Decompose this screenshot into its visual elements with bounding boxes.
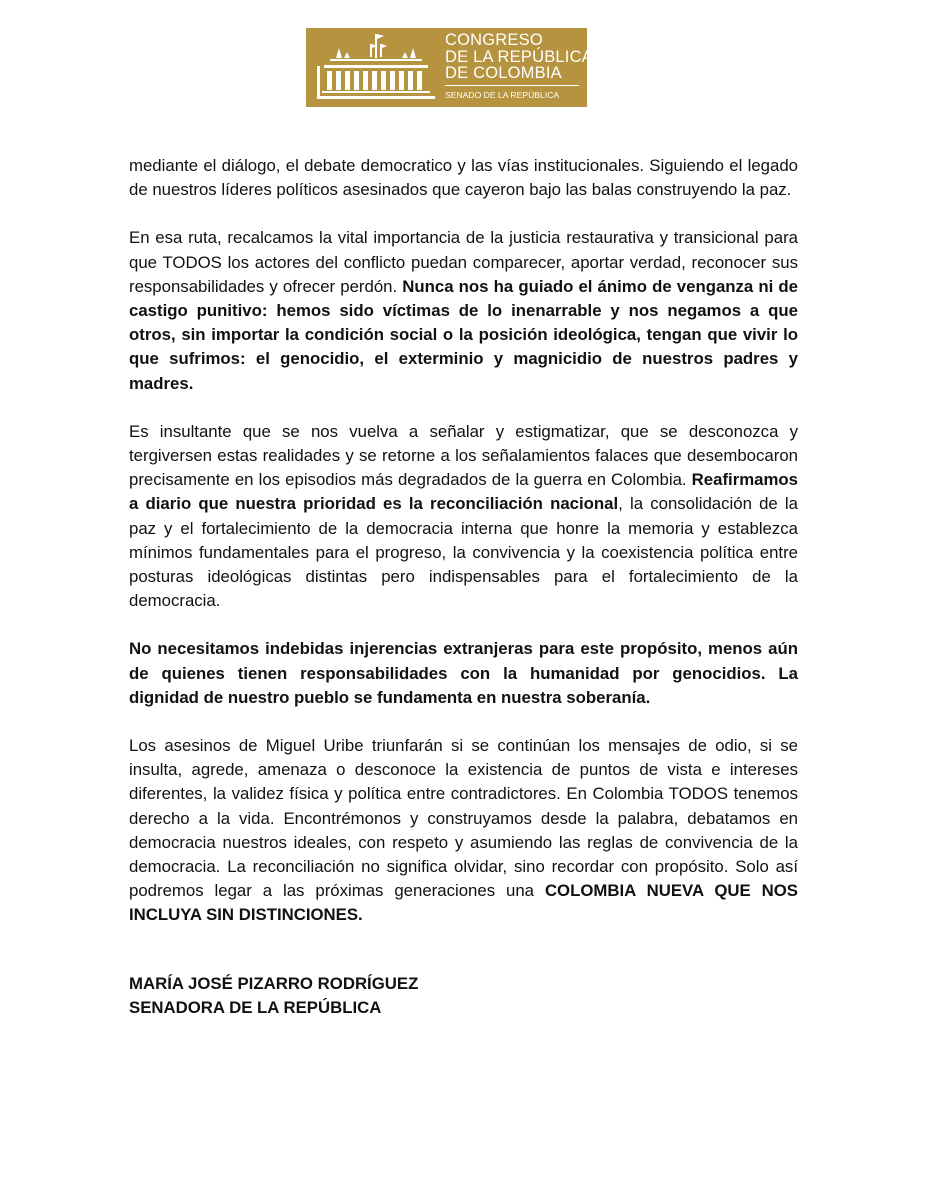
logo-divider xyxy=(445,85,579,87)
paragraph-5 xyxy=(129,734,798,928)
paragraph-3-emphasis: Reafirmamos a diario que nuestra prioridad es la reconciliación nacional xyxy=(129,470,798,514)
paragraph-2-text: En esa ruta, recalcamos la vital importancia de la justicia restaurativa y transicional para que TODOS los actores del conflicto puedan comparecer, aportar verdad, reconocer sus responsabilidades y ofrecer perdón. xyxy=(129,228,798,296)
logo-text xyxy=(445,31,593,100)
signature-name: MARÍA JOSÉ PIZARRO RODRÍGUEZ xyxy=(129,974,419,993)
paragraph-5-emphasis: COLOMBIA NUEVA QUE NOS INCLUYA SIN DISTINCIONES. xyxy=(129,881,798,925)
paragraph-4 xyxy=(129,637,798,710)
paragraph-5-text: Los asesinos de Miguel Uribe triunfarán si se continúan los mensajes de odio, si se insulta, agrede, amenaza o desconoce la existencia de puntos de vista e intereses diferentes, la validez física y política entre contradictores. En Colombia TODOS tenemos derecho a la vida. Encontrémonos y construyamos desde la palabra, debatamos en democracia nuestros ideales, con respeto y asumiendo las reglas de convivencia de la democracia. La reconciliación no significa olvidar, sino recordar con propósito. Solo así podremos legar a las próximas generaciones una xyxy=(129,736,798,901)
signature-block xyxy=(129,972,418,1020)
logo-subline: SENADO DE LA REPÚBLICA xyxy=(445,90,560,100)
paragraph-3-text: Es insultante que se nos vuelva a señalar y estigmatizar, que se desconozca y tergiversen estas realidades y se retorne a los señalamientos falaces que desembocaron precisamente en los episodios más degradados de la guerra en Colombia. xyxy=(129,421,798,490)
congress-logo xyxy=(306,28,593,107)
logo-line-colombia: DE COLOMBIA xyxy=(445,64,562,82)
capitol-building-icon xyxy=(306,28,445,107)
logo-line-congreso: CONGRESO xyxy=(445,31,543,49)
paragraph-3-text-end: , la consolidación de la paz y el fortalecimiento de la democracia interna que honre la memoria y establezca mínimos fundamentales para el progreso, la convivencia y la coexistencia política entre posturas ideológicas distintas pero indispensables para el fortalecimiento de la democracia. xyxy=(129,494,798,611)
signature-title: SENADORA DE LA REPÚBLICA xyxy=(129,998,382,1018)
paragraph-2-emphasis: Nunca nos ha guiado el ánimo de venganza ni de castigo punitivo: hemos sido víctimas de lo inenarrable y nos negamos a que otros, sin importar la condición social o la posición ideológica, tengan que vivir lo que sufrimos: el genocidio, el exterminio y magnicidio de nuestros padres y madres. xyxy=(129,276,798,393)
paragraph-4-emphasis: No necesitamos indebidas injerencias extranjeras para este propósito, menos aún de quienes tienen responsabilidades con la humanidad por genocidios. La dignidad de nuestro pueblo se fundamenta en nuestra soberanía. xyxy=(129,639,798,707)
statement-body xyxy=(129,154,798,952)
paragraph-3 xyxy=(129,420,798,614)
paragraph-1-text: mediante el diálogo, el debate democratico y las vías institucionales. Siguiendo el legado de nuestros líderes políticos asesinados que cayeron bajo las balas construyendo la paz. xyxy=(129,156,798,200)
paragraph-1 xyxy=(129,154,798,202)
paragraph-2 xyxy=(129,226,798,395)
logo-line-republica: DE LA REPÚBLICA xyxy=(445,47,593,66)
